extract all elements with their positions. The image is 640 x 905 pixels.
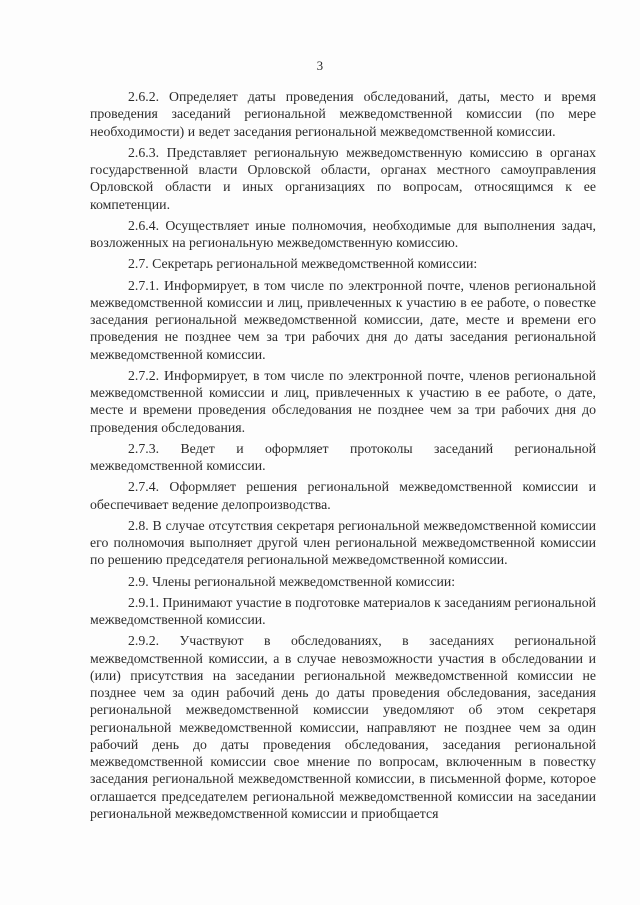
- document-body: [90, 88, 596, 826]
- paragraph-2-7-2: 2.7.2. Информирует, в том числе по электронной почте, членов региональной межведомственной комиссии и лиц, привлеченных к участию в ее работе, о дате, месте и времени проведения обследования не позднее чем за три рабочих дня до проведения обследования.: [90, 367, 596, 435]
- paragraph-2-9: 2.9. Члены региональной межведомственной комиссии:: [128, 573, 456, 589]
- paragraph-2-9-2: 2.9.2. Участвуют в обследованиях, в заседаниях региональной межведомственной комиссии, а в случае невозможности участия в обследовании и (или) присутствия на заседании региональной межведомственной комиссии не позднее чем за один рабочий день до даты проведения обследования, заседания региональной межведомственной комиссии уведомляют об этом секретаря региональной межведомственной комиссии, направляют не позднее чем за один рабочий день до даты проведения обследования, заседания региональной межведомственной комиссии свое мнение по вопросам, включенным в повестку заседания региональной межведомственной комиссии, в письменной форме, которое оглашается председателем региональной межведомственной комиссии на заседании региональной межведомственной комиссии и приобщается: [90, 633, 596, 821]
- paragraph-2-6-2: 2.6.2. Определяет даты проведения обследований, даты, место и время проведения заседаний региональной межведомственной комиссии (по мере необходимости) и ведет заседания региональной межведомственной комиссии.: [90, 89, 596, 139]
- page-number: 3: [316, 58, 324, 73]
- paragraph-2-6-3: 2.6.3. Представляет региональную межведомственную комиссию в органах государственной власти Орловской области, органах местного самоуправления Орловской области и иных организациях по вопросам, относящимся к ее компетенции.: [90, 144, 596, 212]
- paragraph-2-8: 2.8. В случае отсутствия секретаря региональной межведомственной комиссии его полномочия выполняет другой член региональной межведомственной комиссии по решению председателя региональной межведомственной комиссии.: [90, 517, 596, 568]
- paragraph-2-9-1: 2.9.1. Принимают участие в подготовке материалов к заседаниям региональной межведомственной комиссии.: [90, 594, 596, 627]
- paragraph-2-7-1: 2.7.1. Информирует, в том числе по электронной почте, членов региональной межведомственной комиссии и лиц, привлеченных к участию в ее работе, о повестке заседания региональной межведомственной комиссии, дате, месте и времени его проведения не позднее чем за три рабочих дня до даты заседания региональной межведомственной комиссии.: [90, 277, 596, 362]
- paragraph-2-7-4: 2.7.4. Оформляет решения региональной межведомственной комиссии и обеспечивает ведение делопроизводства.: [90, 479, 596, 512]
- paragraph-2-7: 2.7. Секретарь региональной межведомственной комиссии:: [128, 256, 478, 272]
- paragraph-2-7-3: 2.7.3. Ведет и оформляет протоколы заседаний региональной межведомственной комиссии.: [90, 440, 596, 473]
- paragraph-2-6-4: 2.6.4. Осуществляет иные полномочия, необходимые для выполнения задач, возложенных на региональную межведомственную комиссию.: [90, 217, 596, 250]
